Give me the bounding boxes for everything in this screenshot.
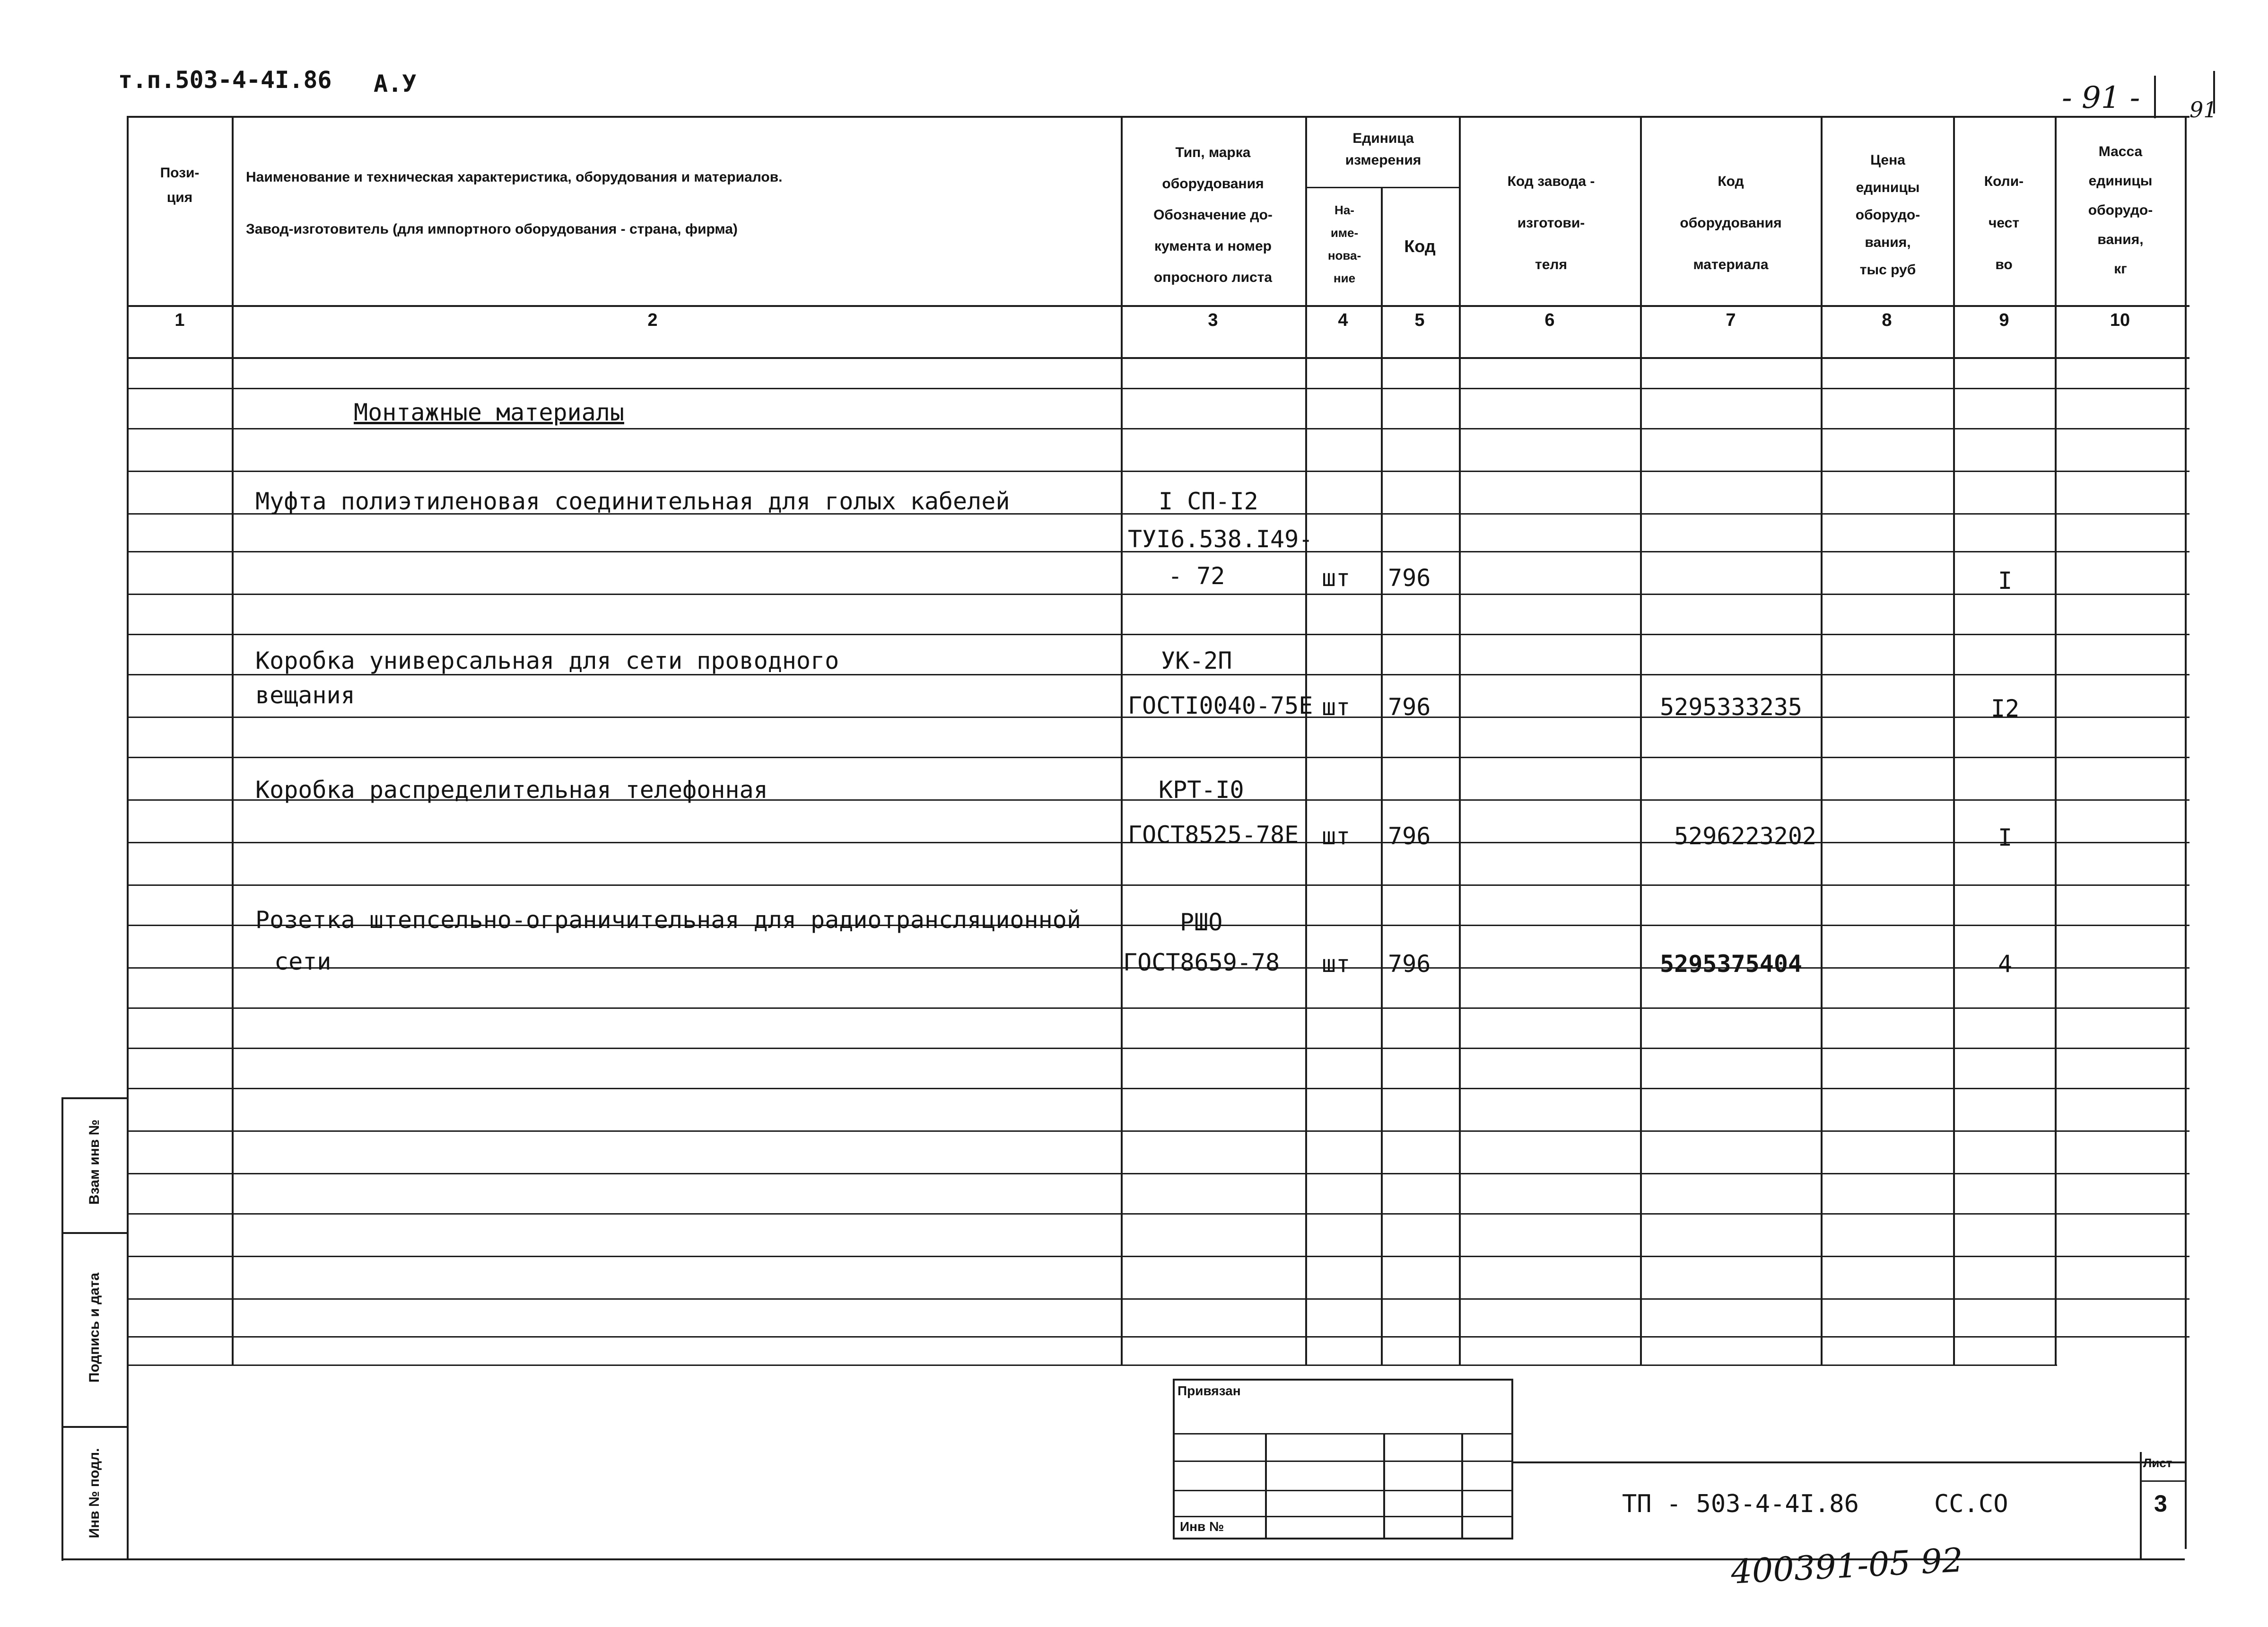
- item-unit: шт: [1322, 822, 1351, 850]
- item-equipment-code: 5295375404: [1660, 950, 1803, 978]
- table-top-border: [128, 116, 2189, 118]
- side-box-left: [61, 1097, 63, 1561]
- item-name: Коробка универсальная для сети проводного: [255, 647, 839, 674]
- item-equipment-code: 5295333235: [1660, 693, 1803, 721]
- item-type: I СП-I2: [1159, 488, 1258, 515]
- item-equipment-code: 5296223202: [1674, 822, 1817, 850]
- header-equip-code: Код оборудования материала: [1680, 174, 1782, 272]
- header-bottom-line: [128, 305, 2189, 307]
- colnum-2: 2: [647, 310, 658, 330]
- row-line: [128, 1256, 2189, 1257]
- item-name: Коробка распределительная телефонная: [255, 776, 768, 804]
- colnum-1: 1: [174, 310, 185, 330]
- item-type: ГОСТ8659-78: [1123, 949, 1280, 976]
- row-line: [128, 1365, 2057, 1366]
- item-type: ГОСТI0040-75Е: [1128, 692, 1313, 719]
- row-line: [128, 471, 2189, 472]
- side-label-podpis: Подпись и дата: [87, 1272, 102, 1383]
- stamp-vline-2: [1383, 1433, 1385, 1540]
- corner-box-right: [2213, 71, 2215, 114]
- item-quantity: I: [1998, 567, 2013, 595]
- item-unit: шт: [1322, 950, 1351, 978]
- col2-right: [1121, 116, 1123, 1365]
- row-line: [128, 1298, 2189, 1300]
- item-type: КРТ-I0: [1159, 776, 1244, 804]
- colnum-4: 4: [1338, 310, 1348, 330]
- item-unit-code: 796: [1388, 950, 1431, 978]
- side-label-inv-podl: Инв № подл.: [87, 1448, 102, 1539]
- header-type: Тип, марка оборудования Обозначение до- кумента и номер опросного листа: [1153, 145, 1273, 285]
- title-block-sheet-left: [2140, 1452, 2142, 1558]
- colnum-8: 8: [1882, 310, 1892, 330]
- frame-left: [127, 116, 129, 1558]
- item-type: - 72: [1168, 562, 1225, 590]
- row-line: [128, 634, 2189, 635]
- col4-right: [1381, 187, 1383, 1365]
- stamp-vline-3: [1461, 1433, 1463, 1540]
- title-block-top: [1513, 1461, 2185, 1463]
- col5-right: [1459, 116, 1461, 1365]
- title-code: СС.СО: [1934, 1490, 2008, 1518]
- row-line: [128, 884, 2189, 886]
- title-sheet-number: 3: [2154, 1490, 2167, 1517]
- header-mass: Масса единицы оборудо- вания, кг: [2088, 144, 2153, 277]
- colnum-6: 6: [1544, 310, 1555, 330]
- row-line: [128, 1130, 2189, 1132]
- item-type: УК-2П: [1161, 647, 1232, 674]
- header-unit-group: Единица измерения: [1345, 131, 1422, 168]
- stamp-inv-no: Инв №: [1180, 1519, 1224, 1534]
- row-line: [128, 1173, 2189, 1174]
- col8-right: [1953, 116, 1955, 1365]
- page-number-mark: - 91 -: [2062, 80, 2140, 115]
- row-line: [128, 1088, 2189, 1089]
- col7-right: [1821, 116, 1823, 1365]
- section-title: Монтажные материалы: [354, 399, 624, 426]
- item-name: Розетка штепсельно-ограничительная для радиотрансляционной: [255, 906, 1081, 934]
- title-designation: ТП - 503-4-4I.86: [1622, 1490, 1859, 1518]
- header-unit-name: На- име- нова- ние: [1327, 203, 1361, 285]
- colnum-10: 10: [2110, 310, 2130, 330]
- item-unit: шт: [1322, 564, 1351, 592]
- corner-box-left: [2154, 76, 2156, 118]
- row-line: [128, 428, 2189, 429]
- item-quantity: 4: [1998, 950, 2013, 978]
- header-position: Пози- ция: [160, 165, 200, 205]
- colnum-3: 3: [1208, 310, 1218, 330]
- item-type: ТУI6.538.I49-: [1128, 525, 1313, 553]
- title-sheet-label: Лист: [2143, 1456, 2172, 1470]
- row-line: [128, 1048, 2189, 1049]
- item-type: ГОСТ8525-78Е: [1128, 821, 1299, 848]
- row-line: [128, 757, 2189, 758]
- row-line: [128, 1007, 2189, 1009]
- item-quantity: I2: [1991, 695, 2020, 722]
- header-unit-code: Код: [1404, 236, 1436, 256]
- col3-right: [1305, 116, 1307, 1365]
- col6-right: [1640, 116, 1642, 1365]
- colnum-bottom-line: [128, 357, 2189, 359]
- stamp-privyazan: Привязан: [1178, 1383, 1241, 1398]
- item-unit: шт: [1322, 693, 1351, 721]
- side-label-vzam: Взам инв №: [87, 1119, 102, 1205]
- header-plant-code: Код завода - изготови- теля: [1507, 174, 1595, 272]
- item-name: Муфта полиэтиленовая соединительная для голых кабелей: [255, 488, 1010, 515]
- item-unit-code: 796: [1388, 564, 1431, 592]
- header-name: Наименование и техническая характеристика, оборудования и материалов. Завод-изготовитель (для импортного оборудования - страна, фирма): [246, 169, 783, 237]
- doc-mark: А.У: [374, 70, 417, 97]
- doc-reference: т.п.503-4-4I.86: [118, 66, 332, 94]
- item-name: сети: [274, 948, 331, 975]
- item-type: РШО: [1180, 909, 1223, 936]
- header-price: Цена единицы оборудо- вания, тыс руб: [1855, 152, 1920, 278]
- row-line: [128, 1336, 2189, 1338]
- corner-number: 91: [2189, 97, 2217, 122]
- frame-right: [2185, 116, 2187, 1549]
- colnum-5: 5: [1414, 310, 1425, 330]
- handwritten-archive-number: 400391-05 92: [1730, 1540, 1964, 1592]
- colnum-7: 7: [1726, 310, 1736, 330]
- stamp-vline-1: [1265, 1433, 1267, 1540]
- col1-right: [232, 116, 234, 1365]
- col9-right: [2055, 116, 2057, 1365]
- colnum-9: 9: [1999, 310, 2009, 330]
- item-unit-code: 796: [1388, 693, 1431, 721]
- item-quantity: I: [1998, 824, 2013, 851]
- header-quantity: Коли- чест во: [1984, 174, 2024, 272]
- item-unit-code: 796: [1388, 822, 1431, 850]
- title-block-sheet-divider: [2140, 1480, 2185, 1482]
- row-line: [128, 594, 2189, 595]
- row-line: [128, 388, 2189, 389]
- row-line: [128, 1213, 2189, 1215]
- item-name: вещания: [255, 682, 355, 709]
